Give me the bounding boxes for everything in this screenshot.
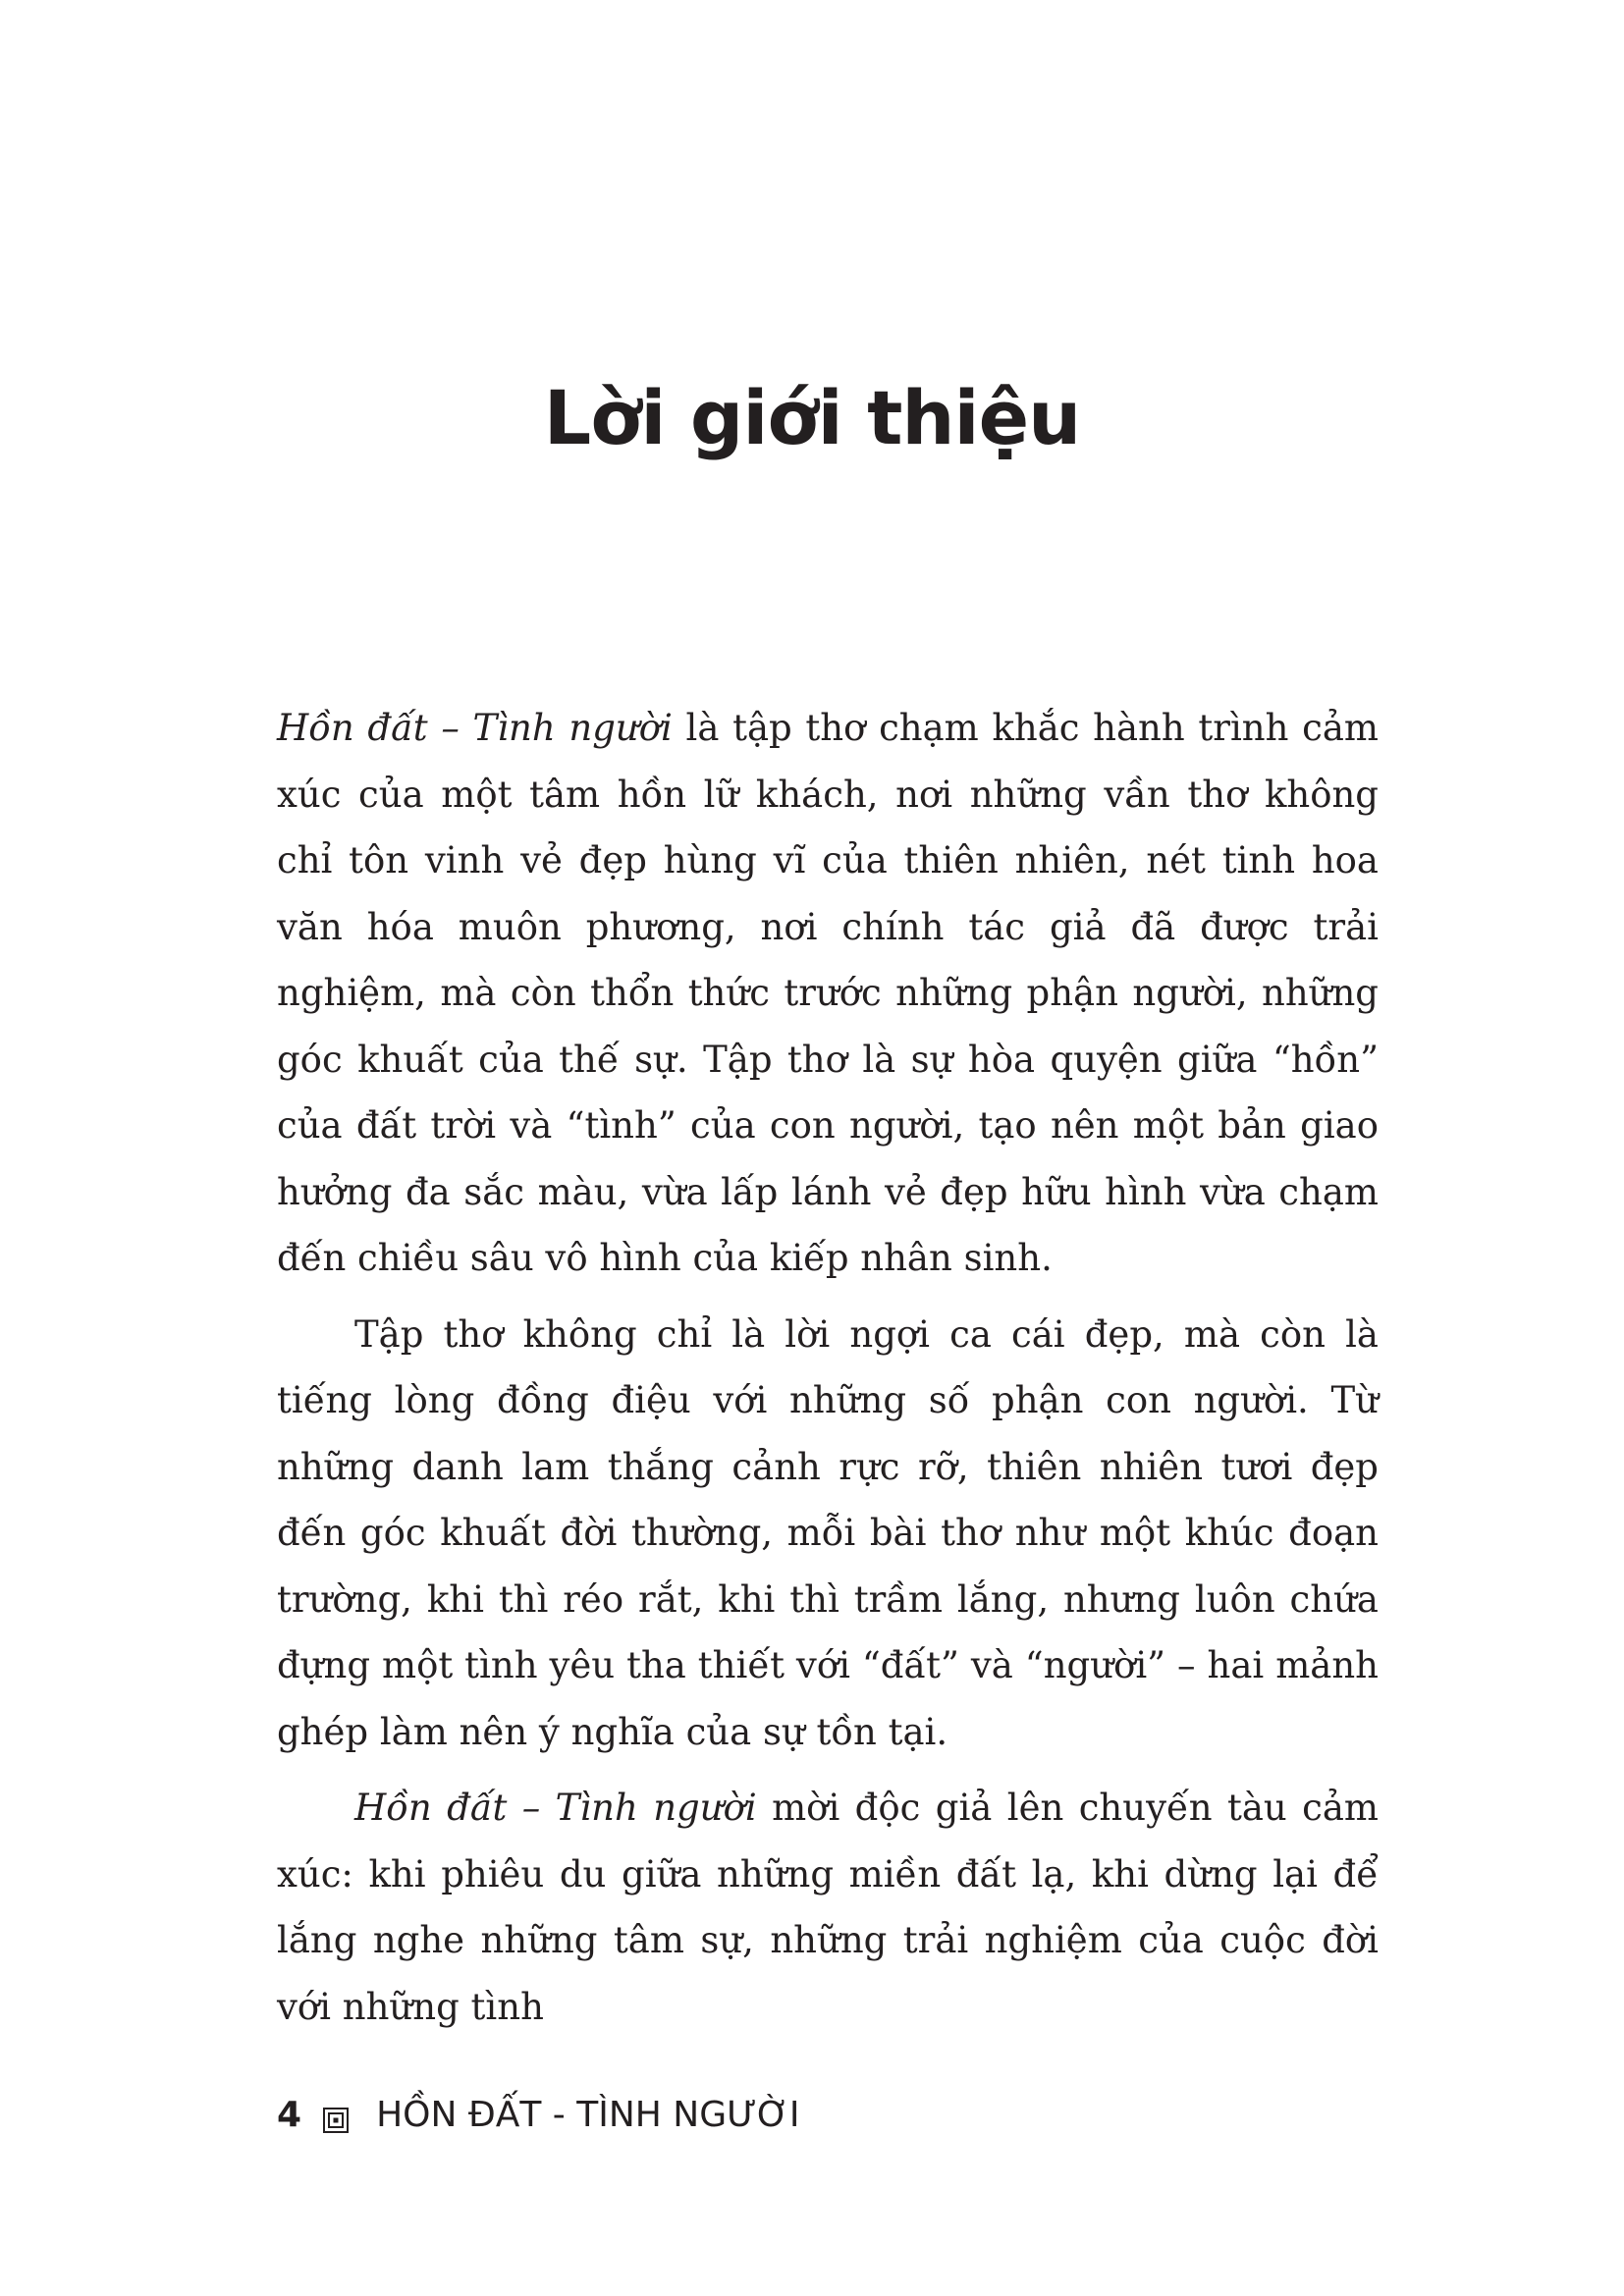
paragraph-1 (277, 695, 1379, 1292)
paragraph-3 (277, 1775, 1379, 2040)
paragraph-2-text: Tập thơ không chỉ là lời ngợi ca cái đẹp, mà còn là tiếng lòng đồng điệu với những số phận con người. Từ những danh lam thắng cảnh rực rỡ, thiên nhiên tươi đẹp đến góc khuất đời thường, mỗi bài thơ như một khúc đoạn trường, khi thì réo rắt, khi thì trầm lắng, nhưng luôn chứa đựng một tình yêu tha thiết với “đất” và “người” – hai mảnh ghép làm nên ý nghĩa của sự tồn tại. (277, 1312, 1379, 1753)
book-title-italic: Hồn đất – Tình người (354, 1787, 757, 1829)
paragraph-3-text: mời độc giả lên chuyến tàu cảm xúc: khi phiêu du giữa những miền đất lạ, khi dừng lại để lắng nghe những tâm sự, những trải nghiệm của cuộc đời với những tình (277, 1787, 1379, 2028)
book-title-italic: Hồn đất – Tình người (277, 707, 673, 749)
body-text (277, 695, 1379, 2050)
paragraph-2 (277, 1302, 1379, 1766)
page-number: 4 (277, 2094, 302, 2135)
running-title: HỒN ĐẤT - TÌNH NGƯỜI (376, 2094, 800, 2135)
nested-square-icon (323, 2102, 349, 2127)
page-footer (277, 2091, 799, 2138)
page-title: Lời giới thiệu (543, 374, 1081, 461)
paragraph-1-text: là tập thơ chạm khắc hành trình cảm xúc của một tâm hồn lữ khách, nơi những vần thơ không chỉ tôn vinh vẻ đẹp hùng vĩ của thiên nhiên, nét tinh hoa văn hóa muôn phương, nơi chính tác giả đã được trải nghiệm, mà còn thổn thức trước những phận người, những góc khuất của thế sự. Tập thơ là sự hòa quyện giữa “hồn” của đất trời và “tình” của con người, tạo nên một bản giao hưởng đa sắc màu, vừa lấp lánh vẻ đẹp hữu hình vừa chạm đến chiều sâu vô hình của kiếp nhân sinh. (277, 707, 1379, 1279)
